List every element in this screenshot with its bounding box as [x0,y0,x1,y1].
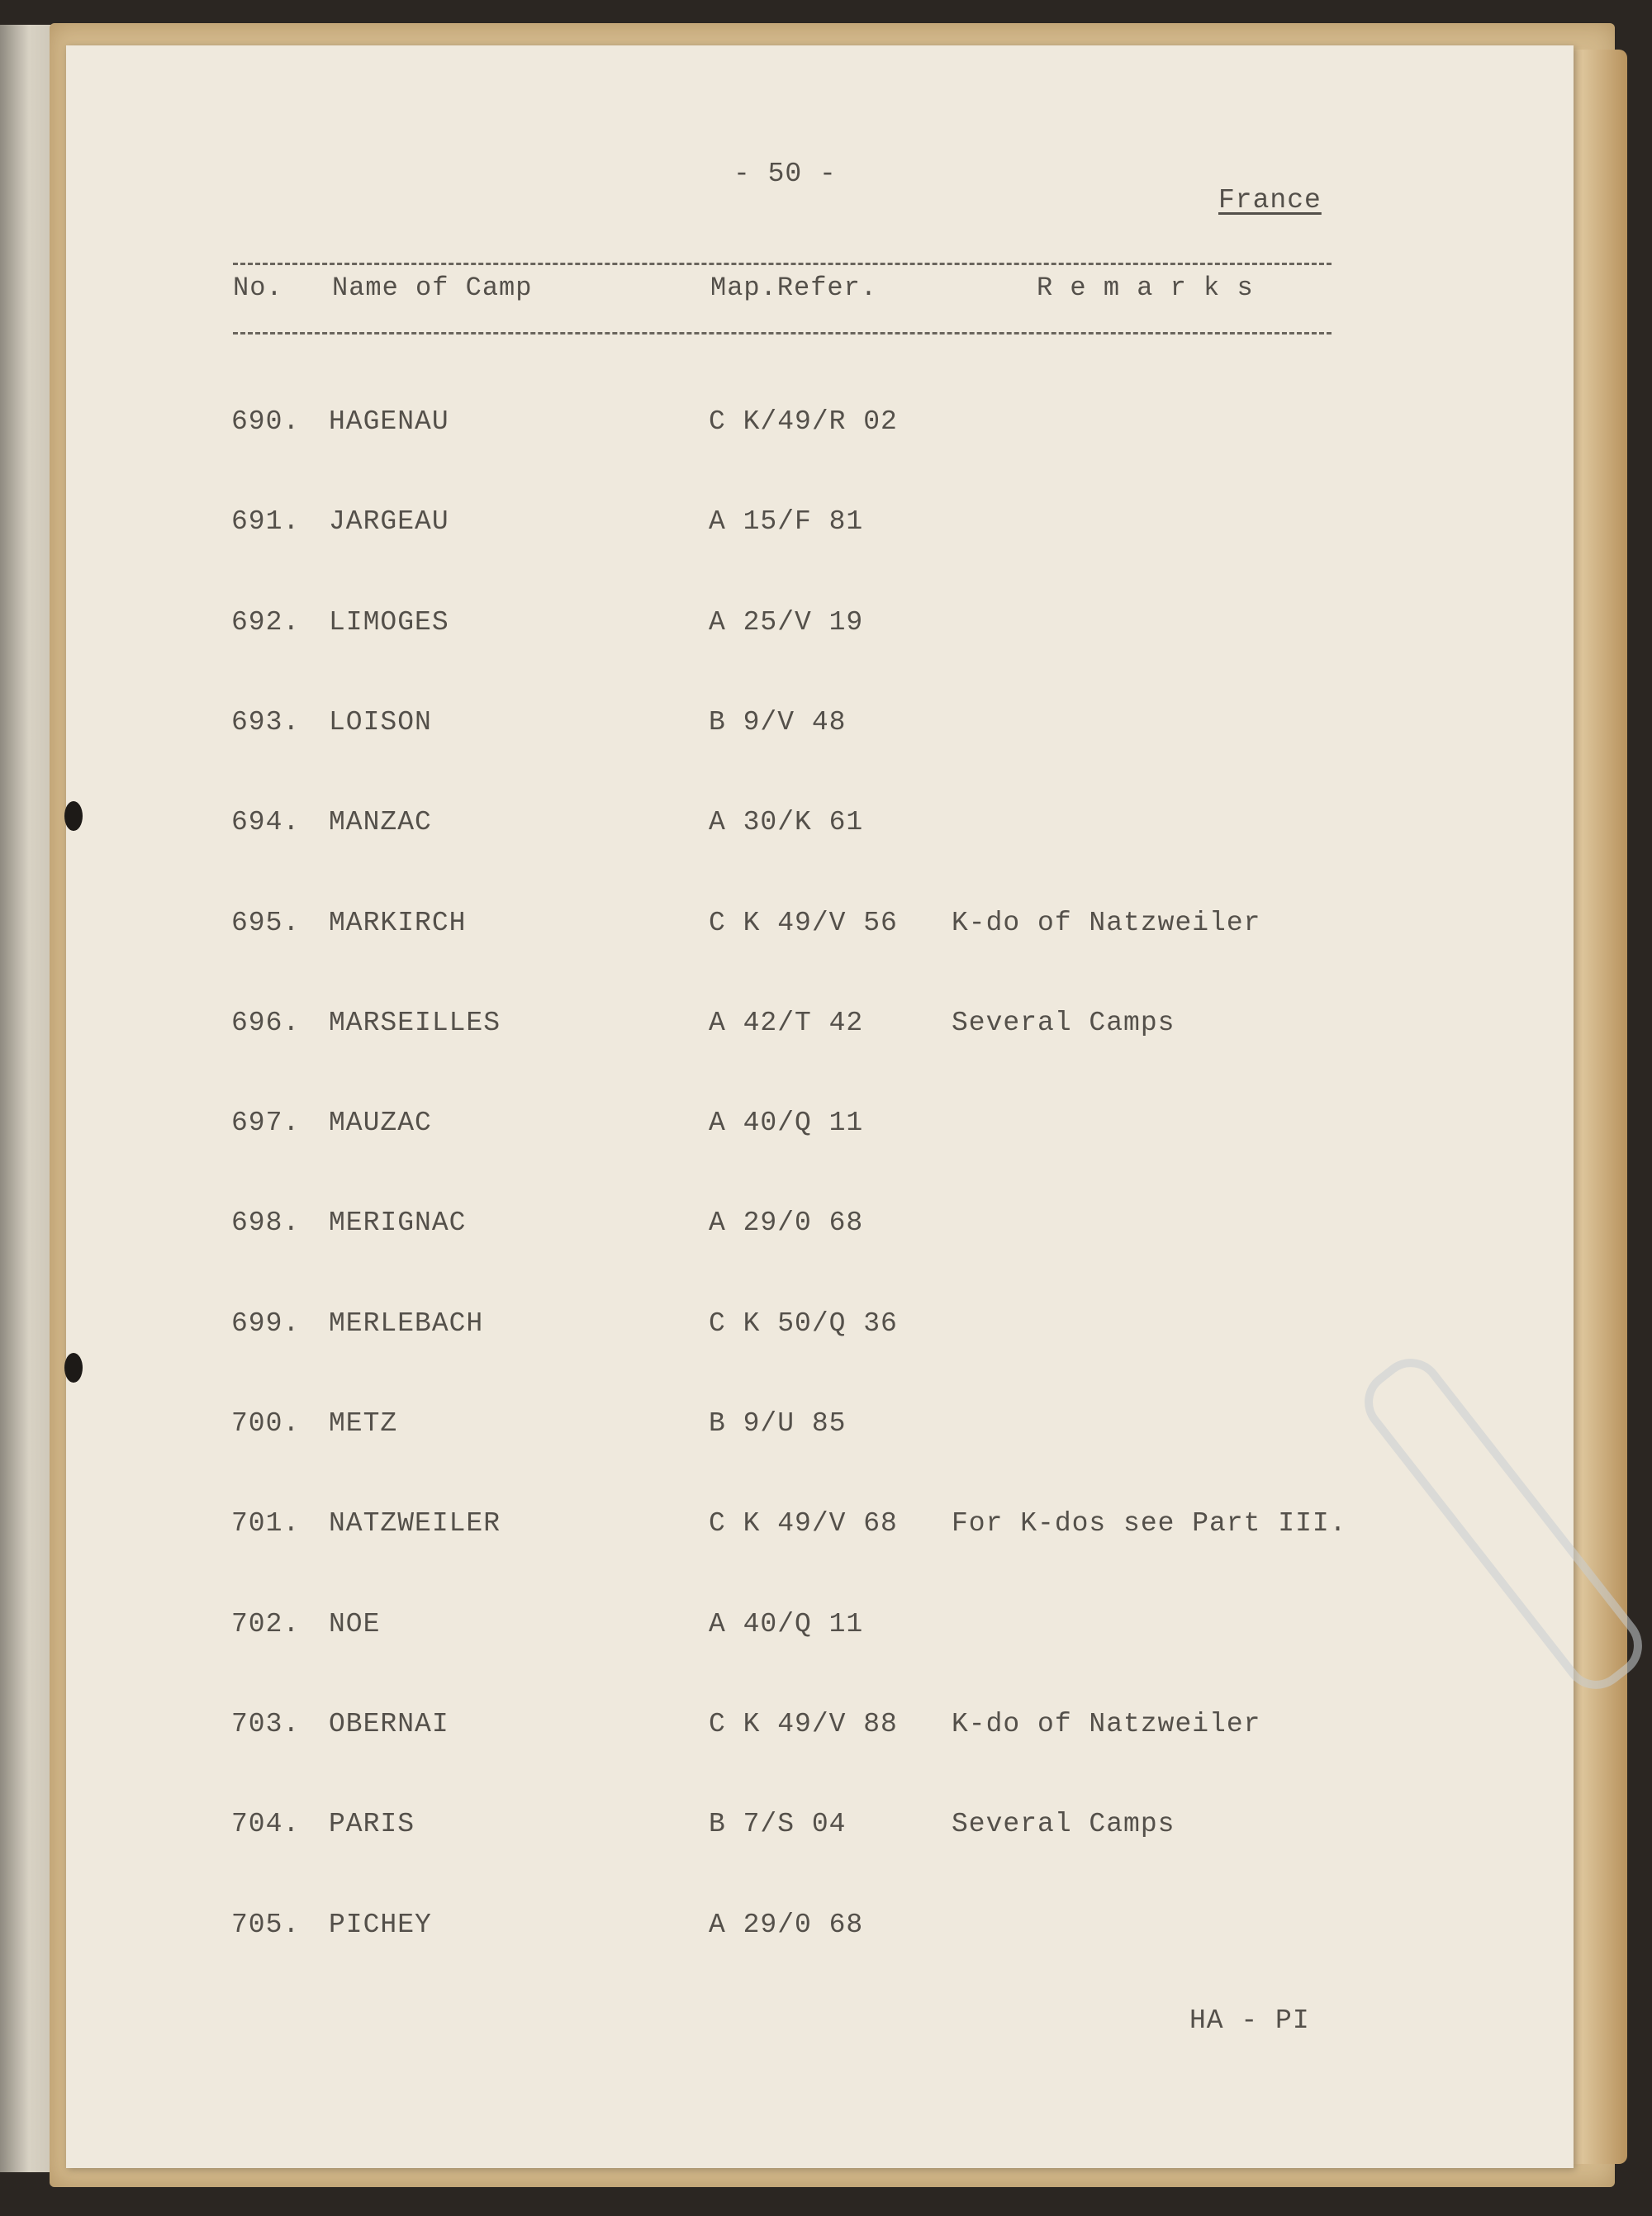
row-number: 690. [231,406,301,437]
map-reference: B 7/S 04 [709,1809,847,1839]
camp-name: PARIS [329,1809,415,1839]
camp-name: NOE [329,1609,381,1639]
map-reference: C K 49/V 68 [709,1508,898,1539]
header-rule-top [233,263,1332,265]
row-number: 699. [231,1308,301,1339]
map-reference: A 40/Q 11 [709,1609,864,1639]
camp-name: MERLEBACH [329,1308,484,1339]
country-label: France [1218,185,1322,216]
map-reference: A 42/T 42 [709,1008,864,1038]
map-reference: C K 50/Q 36 [709,1308,898,1339]
row-number: 703. [231,1709,301,1739]
camp-name: LOISON [329,707,432,738]
row-number: 692. [231,607,301,638]
row-number: 697. [231,1108,301,1138]
page-number: - 50 - [733,159,837,189]
map-reference: C K 49/V 88 [709,1709,898,1739]
row-number: 691. [231,506,301,537]
map-reference: A 40/Q 11 [709,1108,864,1138]
camp-name: MARSEILLES [329,1008,501,1038]
camp-name: LIMOGES [329,607,449,638]
row-number: 701. [231,1508,301,1539]
row-number: 696. [231,1008,301,1038]
camp-name: METZ [329,1408,398,1439]
camp-name: HAGENAU [329,406,449,437]
map-reference: A 30/K 61 [709,807,864,838]
map-reference: C K 49/V 56 [709,908,898,938]
camp-name: JARGEAU [329,506,449,537]
document-page [66,45,1574,2168]
row-number: 704. [231,1809,301,1839]
row-number: 700. [231,1408,301,1439]
camp-name: OBERNAI [329,1709,449,1739]
punch-hole-top [64,801,83,831]
camp-name: NATZWEILER [329,1508,501,1539]
map-reference: A 29/0 68 [709,1910,864,1940]
column-header-name: Name of Camp [332,273,533,303]
map-reference: B 9/V 48 [709,707,847,738]
column-header-remarks: R e m a r k s [1037,273,1254,303]
header-rule-bottom [233,332,1332,335]
punch-hole-bottom [64,1353,83,1383]
row-number: 694. [231,807,301,838]
remarks: K-do of Natzweiler [952,1709,1261,1739]
camp-name: MAUZAC [329,1108,432,1138]
row-number: 702. [231,1609,301,1639]
column-header-no: No. [233,273,283,303]
map-reference: A 15/F 81 [709,506,864,537]
remarks: Several Camps [952,1008,1175,1038]
camp-name: MERIGNAC [329,1208,467,1238]
row-number: 695. [231,908,301,938]
camp-name: PICHEY [329,1910,432,1940]
camp-name: MARKIRCH [329,908,467,938]
row-number: 693. [231,707,301,738]
map-reference: A 25/V 19 [709,607,864,638]
remarks: Several Camps [952,1809,1175,1839]
remarks: K-do of Natzweiler [952,908,1261,938]
row-number: 705. [231,1910,301,1940]
map-reference: B 9/U 85 [709,1408,847,1439]
map-reference: C K/49/R 02 [709,406,898,437]
camp-name: MANZAC [329,807,432,838]
column-header-map: Map.Refer. [710,273,878,303]
footer-code: HA - PI [1189,2005,1310,2036]
remarks: For K-dos see Part III. [952,1508,1347,1539]
map-reference: A 29/0 68 [709,1208,864,1238]
row-number: 698. [231,1208,301,1238]
